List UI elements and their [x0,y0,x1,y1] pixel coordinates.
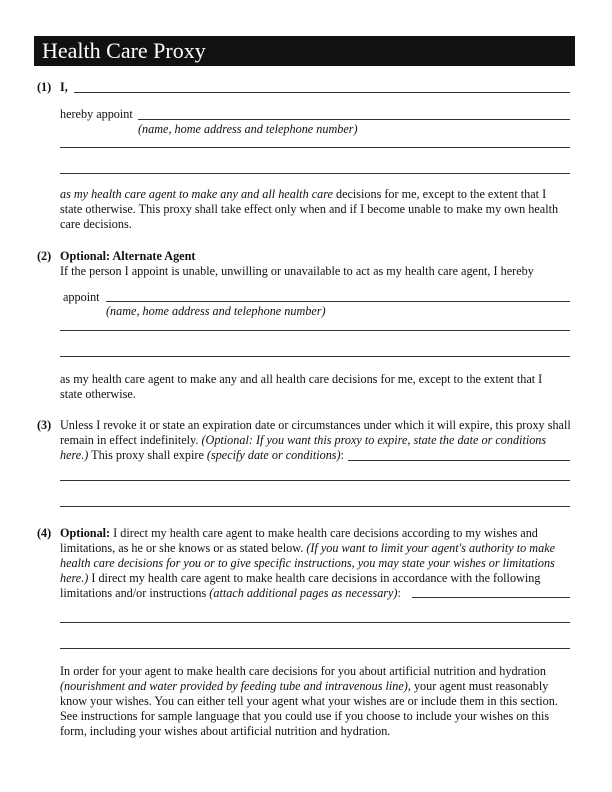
section-3-line-3: here.) This proxy shall expire (specify date or conditions): [60,448,344,462]
alternate-field-hint: (name, home address and telephone number) [106,304,326,318]
closing-line-1: In order for your agent to make health care decisions for you about artificial nutrition and hydration [60,664,546,678]
alternate-appoint-label: appoint [63,290,100,304]
agent-name-field[interactable] [138,119,570,120]
section-1-paragraph-line-2: state otherwise. This proxy shall take effect only when and if I become unable to make my own health [60,202,559,216]
closing-line-4: See instructions for sample language that you could use if you choose to include your wishes on this [60,709,550,723]
section-1-paragraph-line-3: care decisions. [60,217,132,231]
expiration-field-2[interactable] [60,480,570,481]
section-2-intro: If the person I appoint is unable, unwilling or unavailable to act as my health care agent, I hereby [60,264,534,278]
section-3-number: (3) [37,418,52,432]
section-4-line-3: health care decisions for you or to give specific instructions, you may state your wishes or limitations [60,556,555,570]
appoint-label: hereby appoint [60,107,133,121]
agent-address-field-1[interactable] [60,147,570,148]
section-3-line-1: Unless I revoke it or state an expiration date or circumstances under which it will expire, this proxy shall [60,418,571,432]
principal-name-field[interactable] [74,92,570,93]
alternate-agent-name-field[interactable] [106,301,570,302]
section-3-line-2: remain in effect indefinitely. (Optional: If you want this proxy to expire, state the date or conditions [60,433,547,447]
section-1-i-label: I, [60,80,68,94]
section-1-number: (1) [37,80,52,94]
section-2-paragraph-line-1: as my health care agent to make any and all health care decisions for me, except to the extent that I [60,372,543,386]
instructions-field[interactable] [412,597,570,598]
instructions-field-2[interactable] [60,622,570,623]
section-4-number: (4) [37,526,52,540]
closing-line-3: know your wishes. You can either tell your agent what your wishes are or include them in this section. [60,694,558,708]
expiration-field-3[interactable] [60,506,570,507]
agent-address-field-2[interactable] [60,173,570,174]
expiration-field[interactable] [348,460,570,461]
section-2-number: (2) [37,249,52,263]
section-4-line-2: limitations, as he or she knows or as stated below. (If you want to limit your agent's authority to make [60,541,556,555]
alternate-address-field-2[interactable] [60,356,570,357]
agent-field-hint: (name, home address and telephone number) [138,122,358,136]
section-1-paragraph-line-1: as my health care agent to make any and all health care decisions for me, except to the extent that I [60,187,547,201]
page-title: Health Care Proxy [42,38,206,63]
alternate-address-field-1[interactable] [60,330,570,331]
instructions-field-3[interactable] [60,648,570,649]
section-4-line-5: limitations and/or instructions (attach additional pages as necessary): [60,586,401,600]
section-2-paragraph-line-2: state otherwise. [60,387,136,401]
section-4-line-1: Optional: I direct my health care agent to make health care decisions according to my wishes and [60,526,538,540]
closing-line-5: form, including your wishes about artificial nutrition and hydration. [60,724,391,738]
section-2-heading: Optional: Alternate Agent [60,249,196,263]
section-4-line-4: here.) I direct my health care agent to make health care decisions in accordance with the following [60,571,541,585]
closing-line-2: (nourishment and water provided by feeding tube and intravenous line), your agent must reasonably [60,679,549,693]
